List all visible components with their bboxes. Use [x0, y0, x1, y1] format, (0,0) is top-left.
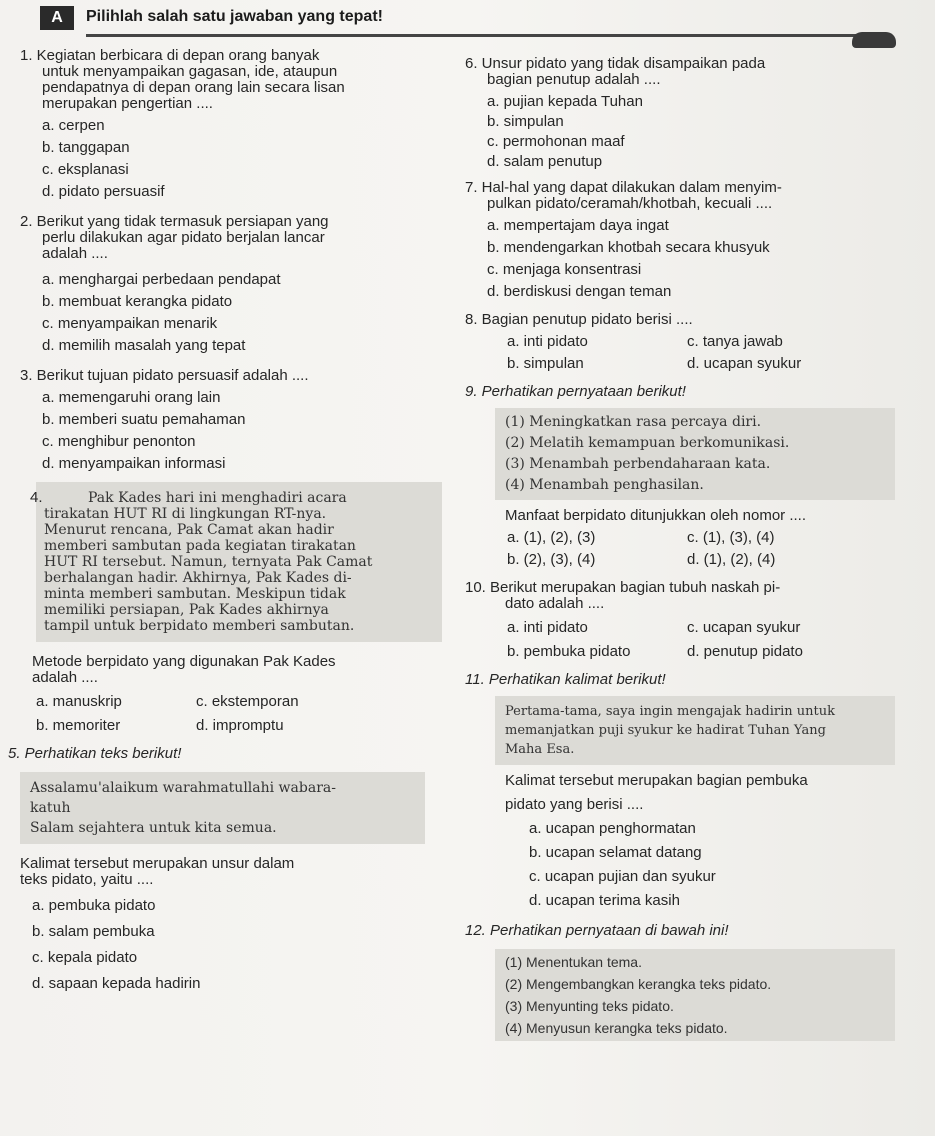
option[interactable]: d. berdiskusi dengan teman — [487, 283, 672, 300]
statements-box: (1) Meningkatkan rasa percaya diri. (2) Melatih kemampuan berkomunikasi. (3) Menambah perbendaharaan kata. (4) Menambah penghasilan. — [495, 408, 895, 500]
question-4: 4. Pak Kades hari ini menghadiri acara tirakatan HUT RI di lingkungan RT-nya. Menurut rencana, Pak Camat akan hadir memberi sambutan pada kegiatan tirakatan HUT RI tersebut. Namun, ternyata Pak Camat berhalangan hadir. Akhirnya, Pak Kades di- minta memberi sambutan. Meskipun tidak memiliki persiapan, Pak Kades akhirnya tampil untuk berpidato memberi sambutan. Metode berpidato yang digunakan Pak Kades adalah .... a. manuskrip c. ekstemporan b. memoriter d. impromptu — [20, 482, 440, 734]
option[interactable]: b. ucapan selamat datang — [529, 844, 702, 861]
option[interactable]: b. simpulan — [507, 355, 584, 372]
option[interactable]: a. ucapan penghormatan — [529, 820, 696, 837]
option[interactable]: b. (2), (3), (4) — [507, 551, 596, 568]
option[interactable]: c. ucapan pujian dan syukur — [529, 868, 716, 885]
question-5: 5. Perhatikan teks berikut! Assalamu'alaikum warahmatullahi wabara- katuh Salam sejahtera untuk kita semua. Kalimat tersebut merupakan unsur dalam teks pidato, yaitu .... a. pembuka pidato b. salam pembuka c. kepala pidato d. sapaan kepada hadirin — [20, 746, 440, 992]
option[interactable]: a. inti pidato — [507, 619, 588, 636]
question-9: 9. Perhatikan pernyataan berikut! (1) Meningkatkan rasa percaya diri. (2) Melatih kemampuan berkomunikasi. (3) Menambah perbendaharaan kata. (4) Menambah penghasilan. Manfaat berpidato ditunjukkan oleh nomor .... a. (1), (2), (3) c. (1), (3), (4) b. (2), (3), (4) d. (1), (2), (4) — [465, 384, 905, 568]
option[interactable]: a. (1), (2), (3) — [507, 529, 596, 546]
option[interactable]: a. menghargai perbedaan pendapat — [42, 271, 281, 288]
question-8: 8. Bagian penutup pidato berisi .... a. inti pidato c. tanya jawab b. simpulan d. ucapan syukur — [465, 311, 802, 372]
option[interactable]: c. kepala pidato — [32, 949, 138, 966]
option[interactable]: d. ucapan terima kasih — [529, 892, 680, 909]
option[interactable]: d. salam penutup — [487, 153, 603, 170]
passage-box: Pak Kades hari ini menghadiri acara tirakatan HUT RI di lingkungan RT-nya. Menurut rencana, Pak Camat akan hadir memberi sambutan pada kegiatan tirakatan HUT RI tersebut. Namun, ternyata Pak Camat berhalangan hadir. Akhirnya, Pak Kades di- minta memberi sambutan. Meskipun tidak memiliki persiapan, Pak Kades akhirnya tampil untuk berpidato memberi sambutan. — [36, 482, 442, 642]
option[interactable]: b. memberi suatu pemahaman — [42, 411, 246, 428]
option[interactable]: b. salam pembuka — [32, 923, 155, 940]
option[interactable]: d. penutup pidato — [687, 643, 803, 660]
option[interactable]: c. (1), (3), (4) — [687, 529, 775, 546]
header-underline — [86, 34, 856, 37]
question-6: 6. Unsur pidato yang tidak disampaikan pada bagian penutup adalah .... a. pujian kepada Tuhan b. simpulan c. permohonan maaf d. salam penutup — [465, 56, 905, 170]
question-2: 2. Berikut yang tidak termasuk persiapan yang perlu dilakukan agar pidato berjalan lancar adalah .... a. menghargai perbedaan pendapat b. membuat kerangka pidato c. menyampaikan menarik d. memilih masalah yang tepat — [20, 214, 440, 354]
right-column — [465, 56, 905, 1041]
option[interactable]: a. pujian kepada Tuhan — [487, 93, 643, 110]
passage-box: Pertama-tama, saya ingin mengajak hadirin untuk memanjatkan puji syukur ke hadirat Tuhan Yang Maha Esa. — [495, 696, 895, 765]
passage-box: Assalamu'alaikum warahmatullahi wabara- katuh Salam sejahtera untuk kita semua. — [20, 772, 425, 844]
option[interactable]: b. membuat kerangka pidato — [42, 293, 233, 310]
question-12: 12. Perhatikan pernyataan di bawah ini! (1) Menentukan tema. (2) Mengembangkan kerangka teks pidato. (3) Menyunting teks pidato. (4) Menyusun kerangka teks pidato. — [465, 923, 905, 1041]
option[interactable]: c. tanya jawab — [687, 333, 783, 350]
option[interactable]: a. pembuka pidato — [32, 897, 156, 914]
question-1: 1. Kegiatan berbicara di depan orang banyak untuk menyampaikan gagasan, ide, ataupun pendapatnya di depan orang lain secara lisan merupakan pengertian .... a. cerpen b. tanggapan c. eksplanasi d. pidato persuasif — [20, 48, 440, 200]
option[interactable]: c. ekstemporan — [196, 693, 299, 710]
option[interactable]: d. memilih masalah yang tepat — [42, 337, 246, 354]
option[interactable]: c. permohonan maaf — [487, 133, 625, 150]
option[interactable]: b. mendengarkan khotbah secara khusyuk — [487, 239, 770, 256]
question-7: 7. Hal-hal yang dapat dilakukan dalam menyim- pulkan pidato/ceramah/khotbah, kecuali .... a. mempertajam daya ingat b. mendengarkan khotbah secara khusyuk c. menjaga konsentrasi d. berdiskusi dengan teman — [465, 180, 905, 300]
question-3: 3. Berikut tujuan pidato persuasif adalah .... a. memengaruhi orang lain b. memberi suatu pemahaman c. menghibur penonton d. menyampaikan informasi — [20, 368, 440, 472]
left-column — [8, 47, 440, 992]
option[interactable]: a. manuskrip — [36, 693, 122, 710]
option[interactable]: c. ucapan syukur — [687, 619, 801, 636]
option[interactable]: d. impromptu — [196, 717, 284, 734]
option[interactable]: b. tanggapan — [42, 139, 130, 156]
option[interactable]: c. menjaga konsentrasi — [487, 261, 642, 278]
option[interactable]: a. cerpen — [42, 117, 105, 134]
option[interactable]: a. memengaruhi orang lain — [42, 389, 221, 406]
option[interactable]: b. simpulan — [487, 113, 564, 130]
option[interactable]: d. pidato persuasif — [42, 183, 165, 200]
option[interactable]: a. mempertajam daya ingat — [487, 217, 669, 234]
section-title: Pilihlah salah satu jawaban yang tepat! — [86, 8, 383, 25]
option[interactable]: c. menyampaikan menarik — [42, 315, 218, 332]
section-badge: A — [40, 6, 74, 30]
question-number: 4. — [30, 489, 43, 506]
question-10: 10. Berikut merupakan bagian tubuh naskah pi- dato adalah .... a. inti pidato c. ucapan syukur b. pembuka pidato d. penutup pidato — [465, 579, 803, 660]
option[interactable]: d. (1), (2), (4) — [687, 551, 776, 568]
option[interactable]: d. menyampaikan informasi — [42, 455, 226, 472]
option[interactable]: d. sapaan kepada hadirin — [32, 975, 201, 992]
statements-box: (1) Menentukan tema. (2) Mengembangkan kerangka teks pidato. (3) Menyunting teks pidato. (4) Menyusun kerangka teks pidato. — [495, 949, 895, 1041]
option[interactable]: d. ucapan syukur — [687, 355, 802, 372]
option[interactable]: c. eksplanasi — [42, 161, 129, 178]
section-header — [32, 6, 872, 42]
option[interactable]: b. pembuka pidato — [507, 643, 631, 660]
option[interactable]: c. menghibur penonton — [42, 433, 196, 450]
ink-blot — [852, 32, 896, 48]
question-11: 11. Perhatikan kalimat berikut! Pertama-tama, saya ingin mengajak hadirin untuk memanjatkan puji syukur ke hadirat Tuhan Yang Maha Esa. Kalimat tersebut merupakan bagian pembuka pidato yang berisi .... a. ucapan penghormatan b. ucapan selamat datang c. ucapan pujian dan syukur d. ucapan terima kasih — [465, 672, 905, 909]
option[interactable]: a. inti pidato — [507, 333, 588, 350]
option[interactable]: b. memoriter — [36, 717, 121, 734]
